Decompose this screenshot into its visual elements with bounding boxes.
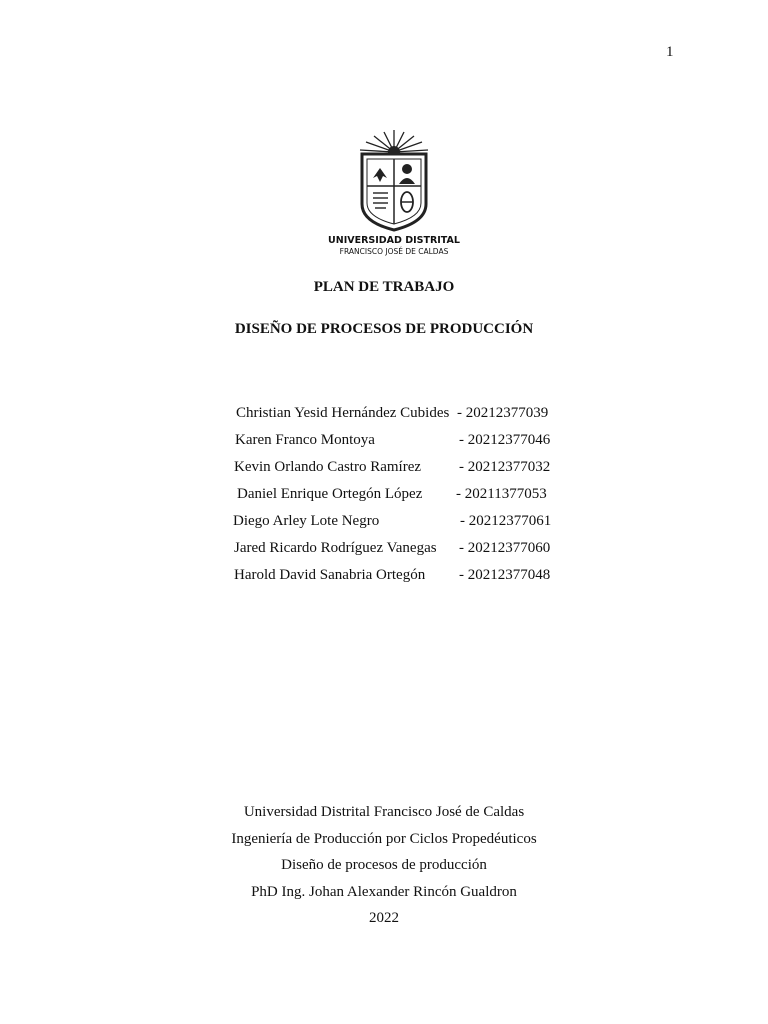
author-row bbox=[232, 405, 562, 432]
author-name: Karen Franco Montoya bbox=[235, 432, 375, 448]
logo-name: UNIVERSIDAD DISTRITAL bbox=[328, 235, 460, 246]
footer-professor: PhD Ing. Johan Alexander Rincón Gualdron bbox=[251, 883, 517, 900]
author-name: Daniel Enrique Ortegón López bbox=[237, 486, 423, 502]
footer-program: Ingeniería de Producción por Ciclos Propedéuticos bbox=[231, 830, 537, 847]
author-row bbox=[232, 459, 562, 486]
university-logo bbox=[328, 126, 460, 258]
author-row bbox=[232, 513, 562, 540]
author-code: - 20211377053 bbox=[456, 486, 547, 502]
author-code: - 20212377048 bbox=[459, 567, 551, 583]
author-code: - 20212377060 bbox=[459, 540, 551, 556]
author-row bbox=[232, 486, 562, 513]
author-row bbox=[232, 567, 562, 594]
document-subtitle: DISEÑO DE PROCESOS DE PRODUCCIÓN bbox=[234, 321, 534, 337]
author-name: Harold David Sanabria Ortegón bbox=[234, 567, 426, 583]
author-name: Diego Arley Lote Negro bbox=[233, 513, 380, 529]
footer-university: Universidad Distrital Francisco José de Caldas bbox=[243, 804, 525, 820]
author-name: Kevin Orlando Castro Ramírez bbox=[234, 459, 422, 475]
page-number: 1 bbox=[666, 44, 674, 60]
author-row bbox=[232, 540, 562, 567]
footer-year: 2022 bbox=[369, 910, 399, 926]
document-title: PLAN DE TRABAJO bbox=[313, 279, 455, 295]
logo-subtitle: FRANCISCO JOSÉ DE CALDAS bbox=[339, 247, 449, 256]
author-name: Christian Yesid Hernández Cubides bbox=[236, 405, 450, 421]
university-seal-icon bbox=[328, 126, 460, 258]
author-row bbox=[232, 432, 562, 459]
author-list bbox=[232, 405, 562, 594]
author-code: - 20212377039 bbox=[457, 405, 549, 421]
author-code: - 20212377046 bbox=[459, 432, 551, 448]
author-name: Jared Ricardo Rodríguez Vanegas bbox=[234, 540, 437, 556]
footer-block bbox=[0, 804, 768, 937]
author-code: - 20212377061 bbox=[460, 513, 552, 529]
author-code: - 20212377032 bbox=[459, 459, 551, 475]
footer-course: Diseño de procesos de producción bbox=[281, 857, 487, 873]
